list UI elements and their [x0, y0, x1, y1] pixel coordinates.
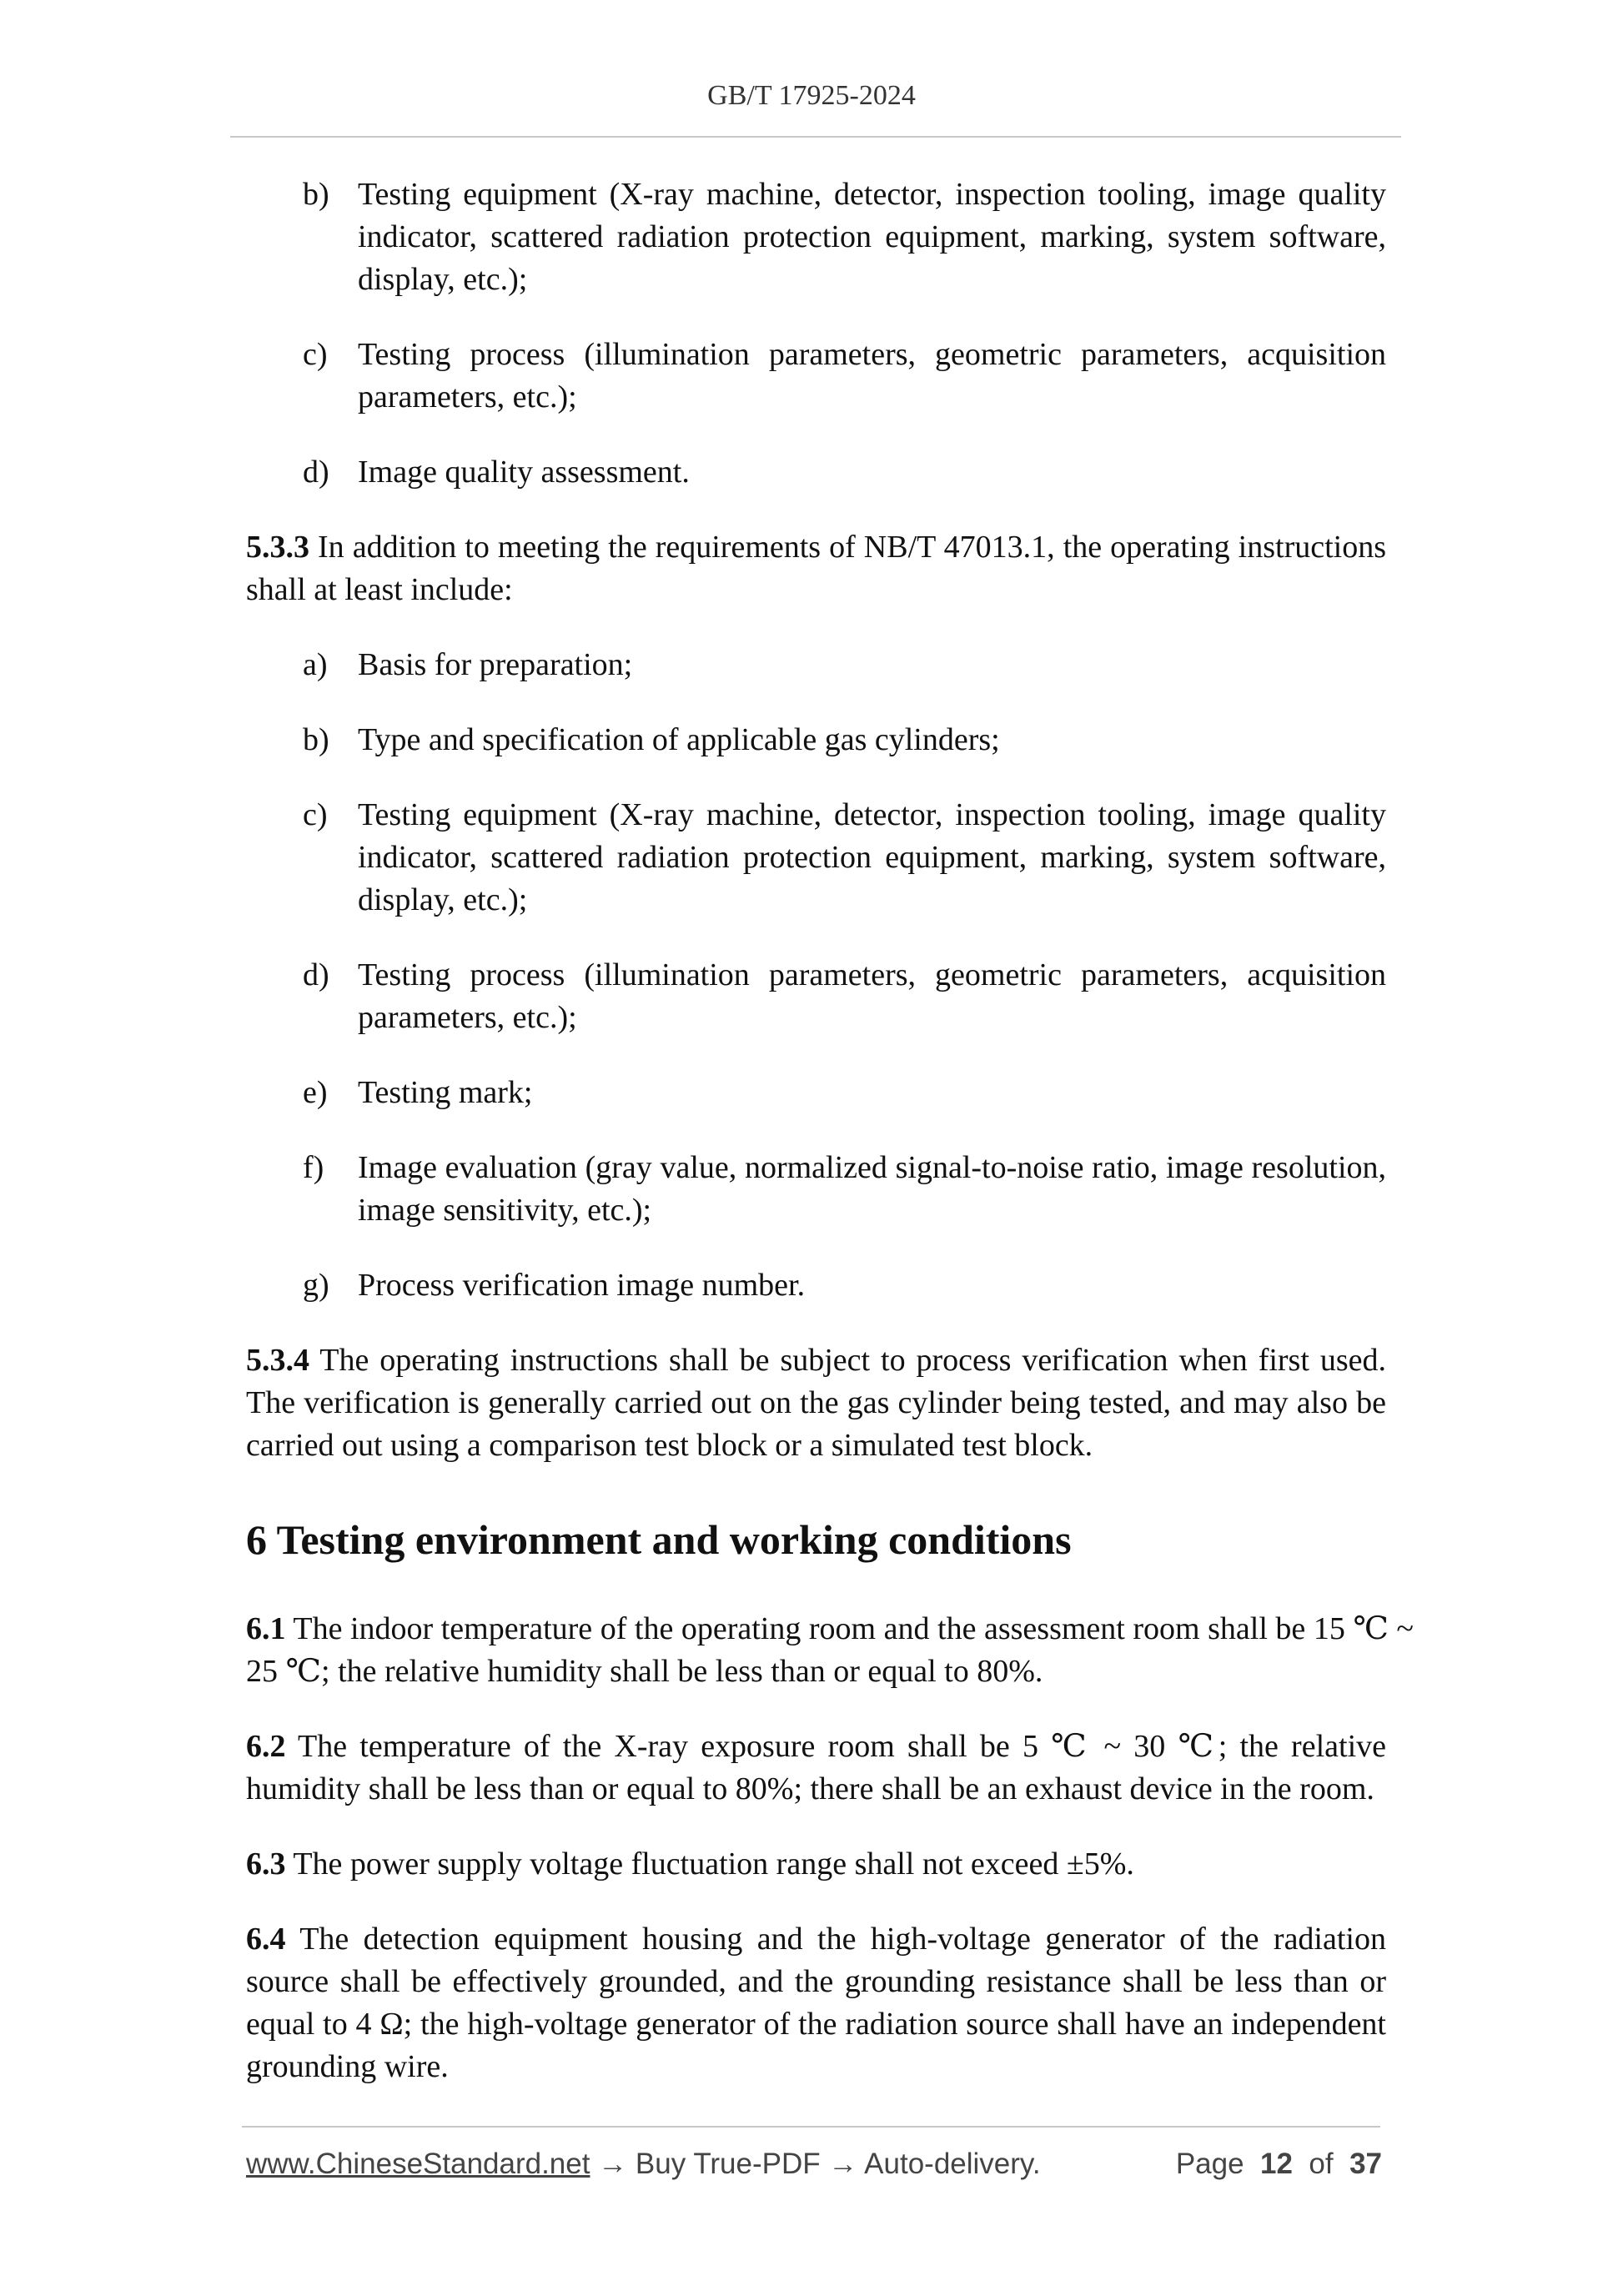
clause-text: The power supply voltage fluctuation range shall not exceed ±5%. [293, 1846, 1134, 1882]
list-text: Testing equipment (X-ray machine, detector, inspection tooling, image quality indicator, scattered radiation protection equipment, marking, system software, display, etc.); [358, 797, 1386, 917]
total-pages: 37 [1349, 2148, 1382, 2180]
clause-text: The temperature of the X-ray exposure room shall be 5 ℃ ~ 30 ℃; the relative humidity shall be less than or equal to 80%; there shall be an exhaust device in the room. [246, 1729, 1386, 1806]
list-item [246, 451, 1386, 494]
clause-text: The operating instructions shall be subject to process verification when first used. The verification is generally carried out on the gas cylinder being tested, and may also be carried out using a comparison test block or a simulated test block. [246, 1343, 1386, 1463]
clause-6-2 [246, 1726, 1386, 1811]
list-item [246, 719, 1386, 761]
clause-text: In addition to meeting the requirements of NB/T 47013.1, the operating instructions shall at least include: [246, 530, 1387, 607]
website-link[interactable]: www.ChineseStandard.net [246, 2148, 590, 2180]
clause-number: 5.3.3 [246, 530, 309, 565]
page-label: Page [1175, 2148, 1244, 2180]
clause-number: 6.2 [246, 1729, 286, 1764]
list-text: Testing equipment (X-ray machine, detector, inspection tooling, image quality indicator, scattered radiation protection equipment, marking, system software, display, etc.); [358, 177, 1386, 297]
list-marker: d) [303, 455, 329, 490]
clause-number: 6.1 [246, 1611, 286, 1646]
list-marker: a) [303, 647, 328, 682]
clause-number: 5.3.4 [246, 1343, 309, 1378]
list-item [246, 173, 1386, 301]
list-item [246, 1072, 1386, 1114]
list-text: Testing process (illumination parameters, geometric parameters, acquisition parameters, etc.); [358, 337, 1386, 414]
page-number [1176, 2148, 1382, 2181]
list-marker: g) [303, 1268, 329, 1303]
clause-number: 6.4 [246, 1922, 286, 1957]
of-label: of [1309, 2148, 1334, 2180]
clause-5-3-3 [246, 526, 1386, 611]
list-text: Type and specification of applicable gas cylinders; [358, 722, 1000, 757]
list-text: Testing process (illumination parameters, geometric parameters, acquisition parameters, etc.); [358, 957, 1386, 1035]
list-text: Image quality assessment. [358, 455, 690, 490]
document-body [246, 173, 1414, 2121]
list-marker: d) [303, 957, 329, 992]
list-text: Basis for preparation; [358, 647, 633, 682]
list-marker: b) [303, 722, 329, 757]
list-item [246, 644, 1386, 686]
header-divider [230, 136, 1401, 138]
footer-tagline: → Buy True-PDF → Auto-delivery. [590, 2148, 1041, 2180]
list-item [246, 1264, 1386, 1307]
footer-divider [242, 2126, 1380, 2128]
clause-text: The indoor temperature of the operating room and the assessment room shall be 15 ℃ ~ 25 ℃; the relative humidity shall be less than or equal to 80%. [246, 1611, 1414, 1689]
list-item [246, 334, 1386, 419]
list-marker: e) [303, 1075, 328, 1110]
clause-6-3 [246, 1843, 1386, 1886]
section-heading: 6 Testing environment and working conditions [246, 1516, 1072, 1563]
clause-6-1 [246, 1608, 1414, 1693]
clause-text: The detection equipment housing and the high-voltage generator of the radiation source shall be effectively grounded, and the grounding resistance shall be less than or equal to 4 Ω; the high-voltage generator of the radiation source shall have an independent grounding wire. [246, 1922, 1386, 2084]
list-item [246, 954, 1386, 1039]
list-marker: c) [303, 337, 328, 372]
list-item [246, 794, 1386, 922]
list-text: Image evaluation (gray value, normalized signal-to-noise ratio, image resolution, image sensitivity, etc.); [358, 1150, 1386, 1228]
list-marker: c) [303, 797, 328, 832]
page-header: GB/T 17925-2024 [707, 80, 916, 111]
list-item [246, 1147, 1386, 1232]
list-marker: b) [303, 177, 329, 212]
list-text: Testing mark; [358, 1075, 533, 1110]
footer-left [246, 2148, 1041, 2181]
list-marker: f) [303, 1150, 324, 1185]
clause-number: 6.3 [246, 1846, 286, 1882]
current-page: 12 [1260, 2148, 1293, 2180]
list-text: Process verification image number. [358, 1268, 806, 1303]
page-footer [246, 2148, 1382, 2181]
clause-6-4 [246, 1918, 1386, 2088]
clause-5-3-4 [246, 1339, 1386, 1467]
